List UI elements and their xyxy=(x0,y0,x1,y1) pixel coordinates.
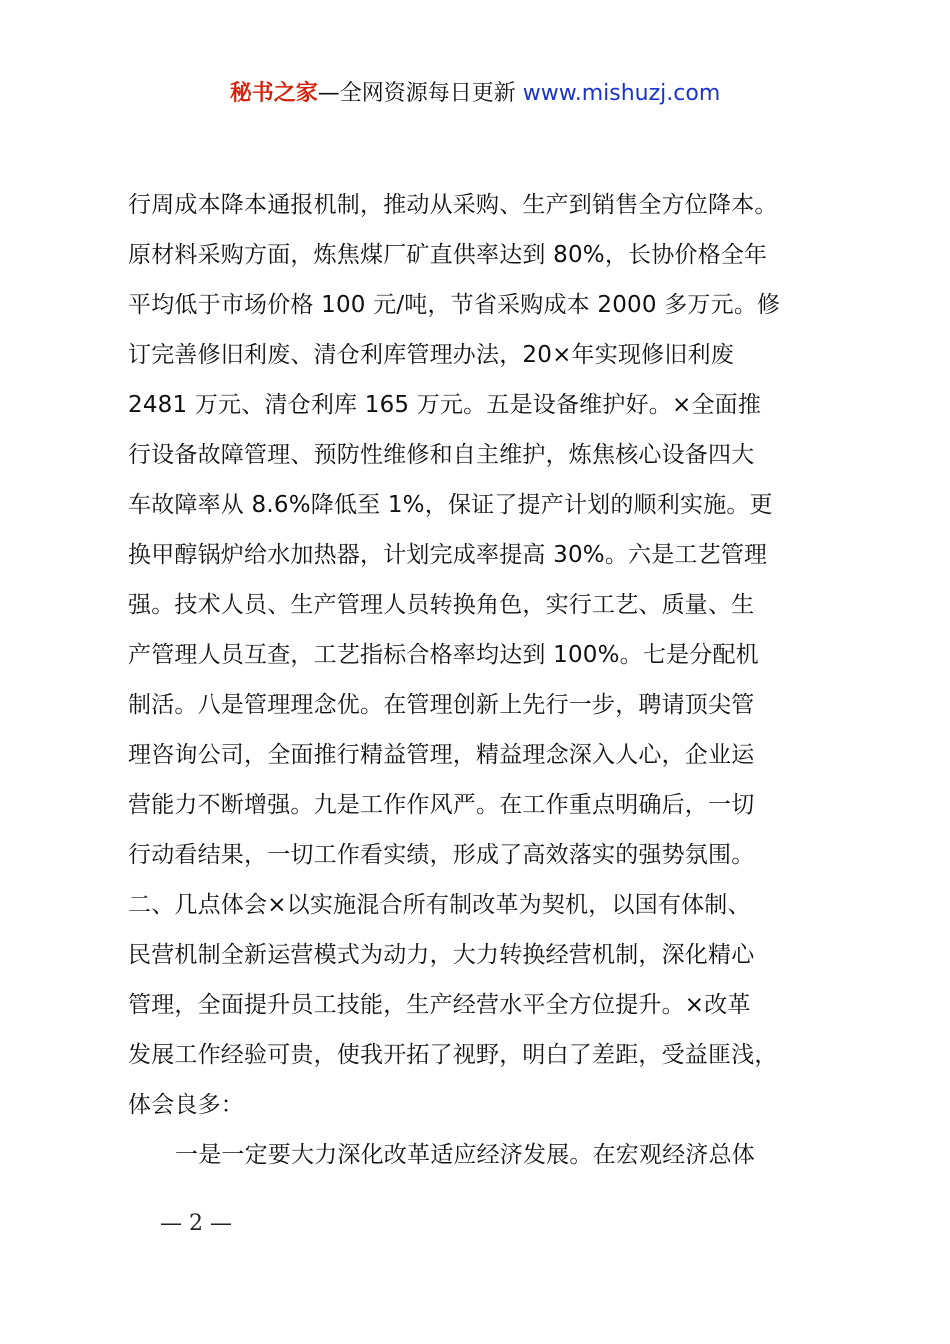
text-line: 发展工作经验可贵，使我开拓了视野，明白了差距，受益匪浅， xyxy=(128,1042,778,1068)
text-line: 订完善修旧利废、清仓利库管理办法，20×年实现修旧利废 xyxy=(128,342,734,368)
header-tagline: —全网资源每日更新 xyxy=(317,81,523,106)
section-heading-line: 二、几点体会×以实施混合所有制改革为契机，以国有体制、 xyxy=(128,892,751,918)
text-line: 制活。八是管理理念优。在管理创新上先行一步，聘请顶尖管 xyxy=(128,692,755,718)
text-line: 行周成本降本通报机制，推动从采购、生产到销售全方位降本。 xyxy=(128,192,778,218)
document-body xyxy=(128,180,848,1180)
text-line: 理咨询公司，全面推行精益管理，精益理念深入人心，企业运 xyxy=(128,742,755,768)
text-line: 强。技术人员、生产管理人员转换角色，实行工艺、质量、生 xyxy=(128,592,755,618)
text-line: 民营机制全新运营模式为动力，大力转换经营机制，深化精心 xyxy=(128,942,755,968)
brand-name: 秘书之家 xyxy=(229,81,318,106)
site-header xyxy=(0,78,950,110)
paragraph-first-line: 一是一定要大力深化改革适应经济发展。在宏观经济总体 xyxy=(175,1142,755,1168)
text-line: 产管理人员互查，工艺指标合格率均达到 100%。七是分配机 xyxy=(128,642,759,668)
text-line: 换甲醇锅炉给水加热器，计划完成率提高 30%。六是工艺管理 xyxy=(128,542,768,568)
text-line: 平均低于市场价格 100 元/吨，节省采购成本 2000 多万元。修 xyxy=(128,292,781,318)
text-line: 车故障率从 8.6%降低至 1%，保证了提产计划的顺利实施。更 xyxy=(128,492,773,518)
page-number: — 2 — xyxy=(160,1211,232,1236)
text-line: 行设备故障管理、预防性维修和自主维护，炼焦核心设备四大 xyxy=(128,442,755,468)
text-line: 营能力不断增强。九是工作作风严。在工作重点明确后，一切 xyxy=(128,792,755,818)
text-line: 管理，全面提升员工技能，生产经营水平全方位提升。×改革 xyxy=(128,992,751,1018)
text-line: 体会良多： xyxy=(128,1092,244,1118)
site-url-link[interactable]: www.mishuzj.com xyxy=(522,81,721,106)
text-line: 行动看结果，一切工作看实绩，形成了高效落实的强势氛围。 xyxy=(128,842,755,868)
text-line: 2481 万元、清仓利库 165 万元。五是设备维护好。×全面推 xyxy=(128,392,762,418)
text-line: 原材料采购方面，炼焦煤厂矿直供率达到 80%，长协价格全年 xyxy=(128,242,768,268)
